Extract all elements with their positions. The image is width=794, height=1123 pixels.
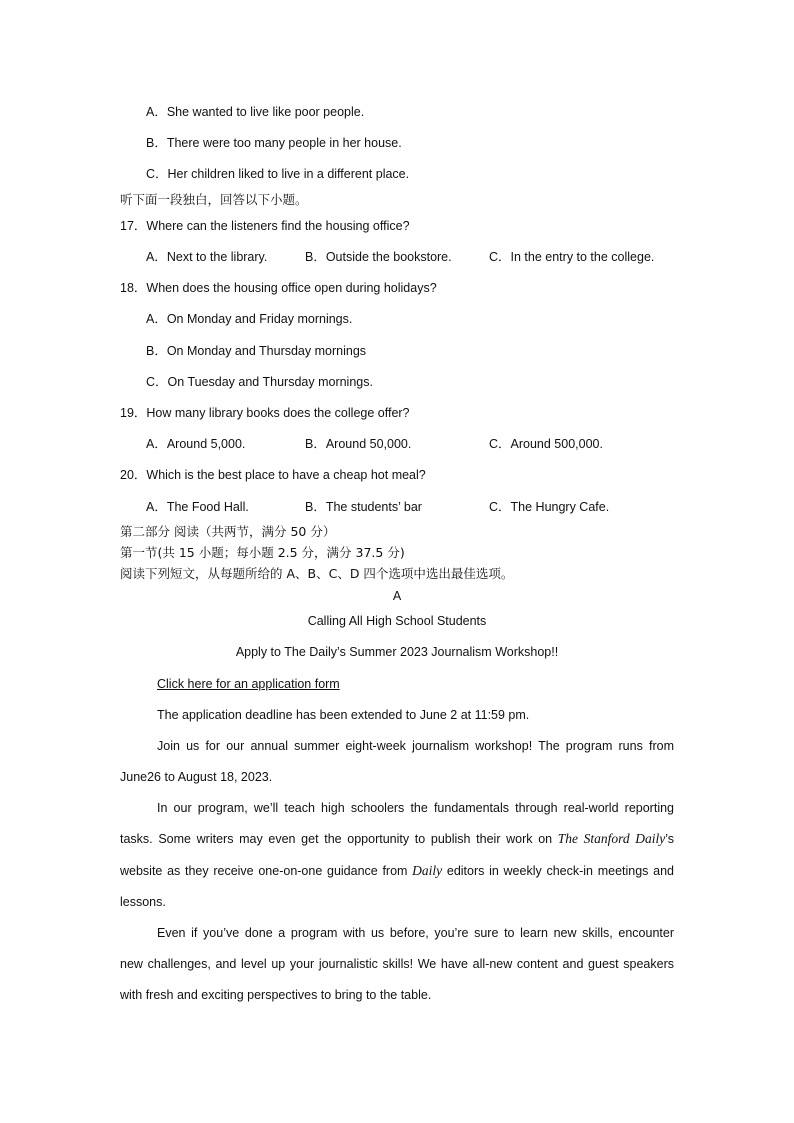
q18-option-a: A．On Monday and Friday mornings.: [146, 312, 353, 326]
program-line3-text: website as they receive one-on-one guidance from: [120, 864, 413, 878]
q18-option-b: B．On Monday and Thursday mornings: [146, 344, 367, 358]
q19-option-a: A．Around 5,000.: [146, 437, 246, 451]
paragraph-program-line3: [120, 863, 674, 879]
paragraph-deadline: The application deadline has been extended to June 2 at 11:59 pm.: [157, 708, 530, 722]
q16-option-b: B．There were too many people in her house.: [146, 136, 402, 150]
q17-option-a: A．Next to the library.: [146, 250, 268, 264]
daily-name: Daily: [412, 863, 443, 878]
paragraph-skills-line1: Even if you’ve done a program with us before, you’re sure to learn new skills, encounter: [157, 926, 674, 940]
passage-letter: A: [392, 589, 402, 603]
q16-option-c: C．Her children liked to live in a different place.: [146, 167, 410, 181]
program-line2-text: tasks. Some writers may even get the opportunity to publish their work on: [120, 832, 558, 846]
program-line3-suffix: editors in weekly check-in meetings and: [442, 864, 674, 878]
q20-option-c: C．The Hungry Cafe.: [489, 500, 610, 514]
q17-stem: 17．Where can the listeners find the housing office?: [120, 219, 410, 233]
q19-option-b: B．Around 50,000.: [305, 437, 412, 451]
q17-option-c: C．In the entry to the college.: [489, 250, 655, 264]
paragraph-skills-line2: new challenges, and level up your journalistic skills! We have all-new content and guest speakers: [120, 957, 674, 971]
q20-option-b: B．The students’ bar: [305, 500, 422, 514]
q17-option-b: B．Outside the bookstore.: [305, 250, 452, 264]
q20-stem: 20．Which is the best place to have a cheap hot meal?: [120, 468, 426, 482]
paragraph-join-line1: Join us for our annual summer eight-week journalism workshop! The program runs from: [157, 739, 674, 753]
paragraph-program-line2: [120, 831, 674, 847]
section1-heading: 第一节(共 15 小题；每小题 2.5 分，满分 37.5 分): [120, 545, 405, 560]
paragraph-join-line2: June26 to August 18, 2023.: [120, 770, 273, 784]
paragraph-program-line1: In our program, we’ll teach high schoolers the fundamentals through real-world reporting: [157, 801, 674, 815]
reading-instruction: 阅读下列短文，从每题所给的 A、B、C、D 四个选项中选出最佳选项。: [120, 566, 514, 581]
q19-option-c: C．Around 500,000.: [489, 437, 603, 451]
q20-option-a: A．The Food Hall.: [146, 500, 249, 514]
program-line2-suffix: ’s: [665, 832, 675, 846]
application-form-link[interactable]: Click here for an application form: [157, 677, 340, 691]
q18-stem: 18．When does the housing office open during holidays?: [120, 281, 437, 295]
part2-heading: 第二部分 阅读（共两节，满分 50 分）: [120, 524, 336, 539]
q18-option-c: C．On Tuesday and Thursday mornings.: [146, 375, 373, 389]
passage-title: Calling All High School Students: [307, 614, 487, 628]
q16-option-a: A．She wanted to live like poor people.: [146, 105, 365, 119]
q19-stem: 19．How many library books does the college offer?: [120, 406, 410, 420]
passage-subtitle: Apply to The Daily’s Summer 2023 Journalism Workshop!!: [235, 645, 559, 659]
stanford-daily-name: The Stanford Daily: [557, 831, 666, 846]
paragraph-skills-line3: with fresh and exciting perspectives to bring to the table.: [120, 988, 432, 1002]
monologue-instruction: 听下面一段独白，回答以下小题。: [120, 192, 308, 207]
paragraph-program-line4: lessons.: [120, 895, 166, 909]
